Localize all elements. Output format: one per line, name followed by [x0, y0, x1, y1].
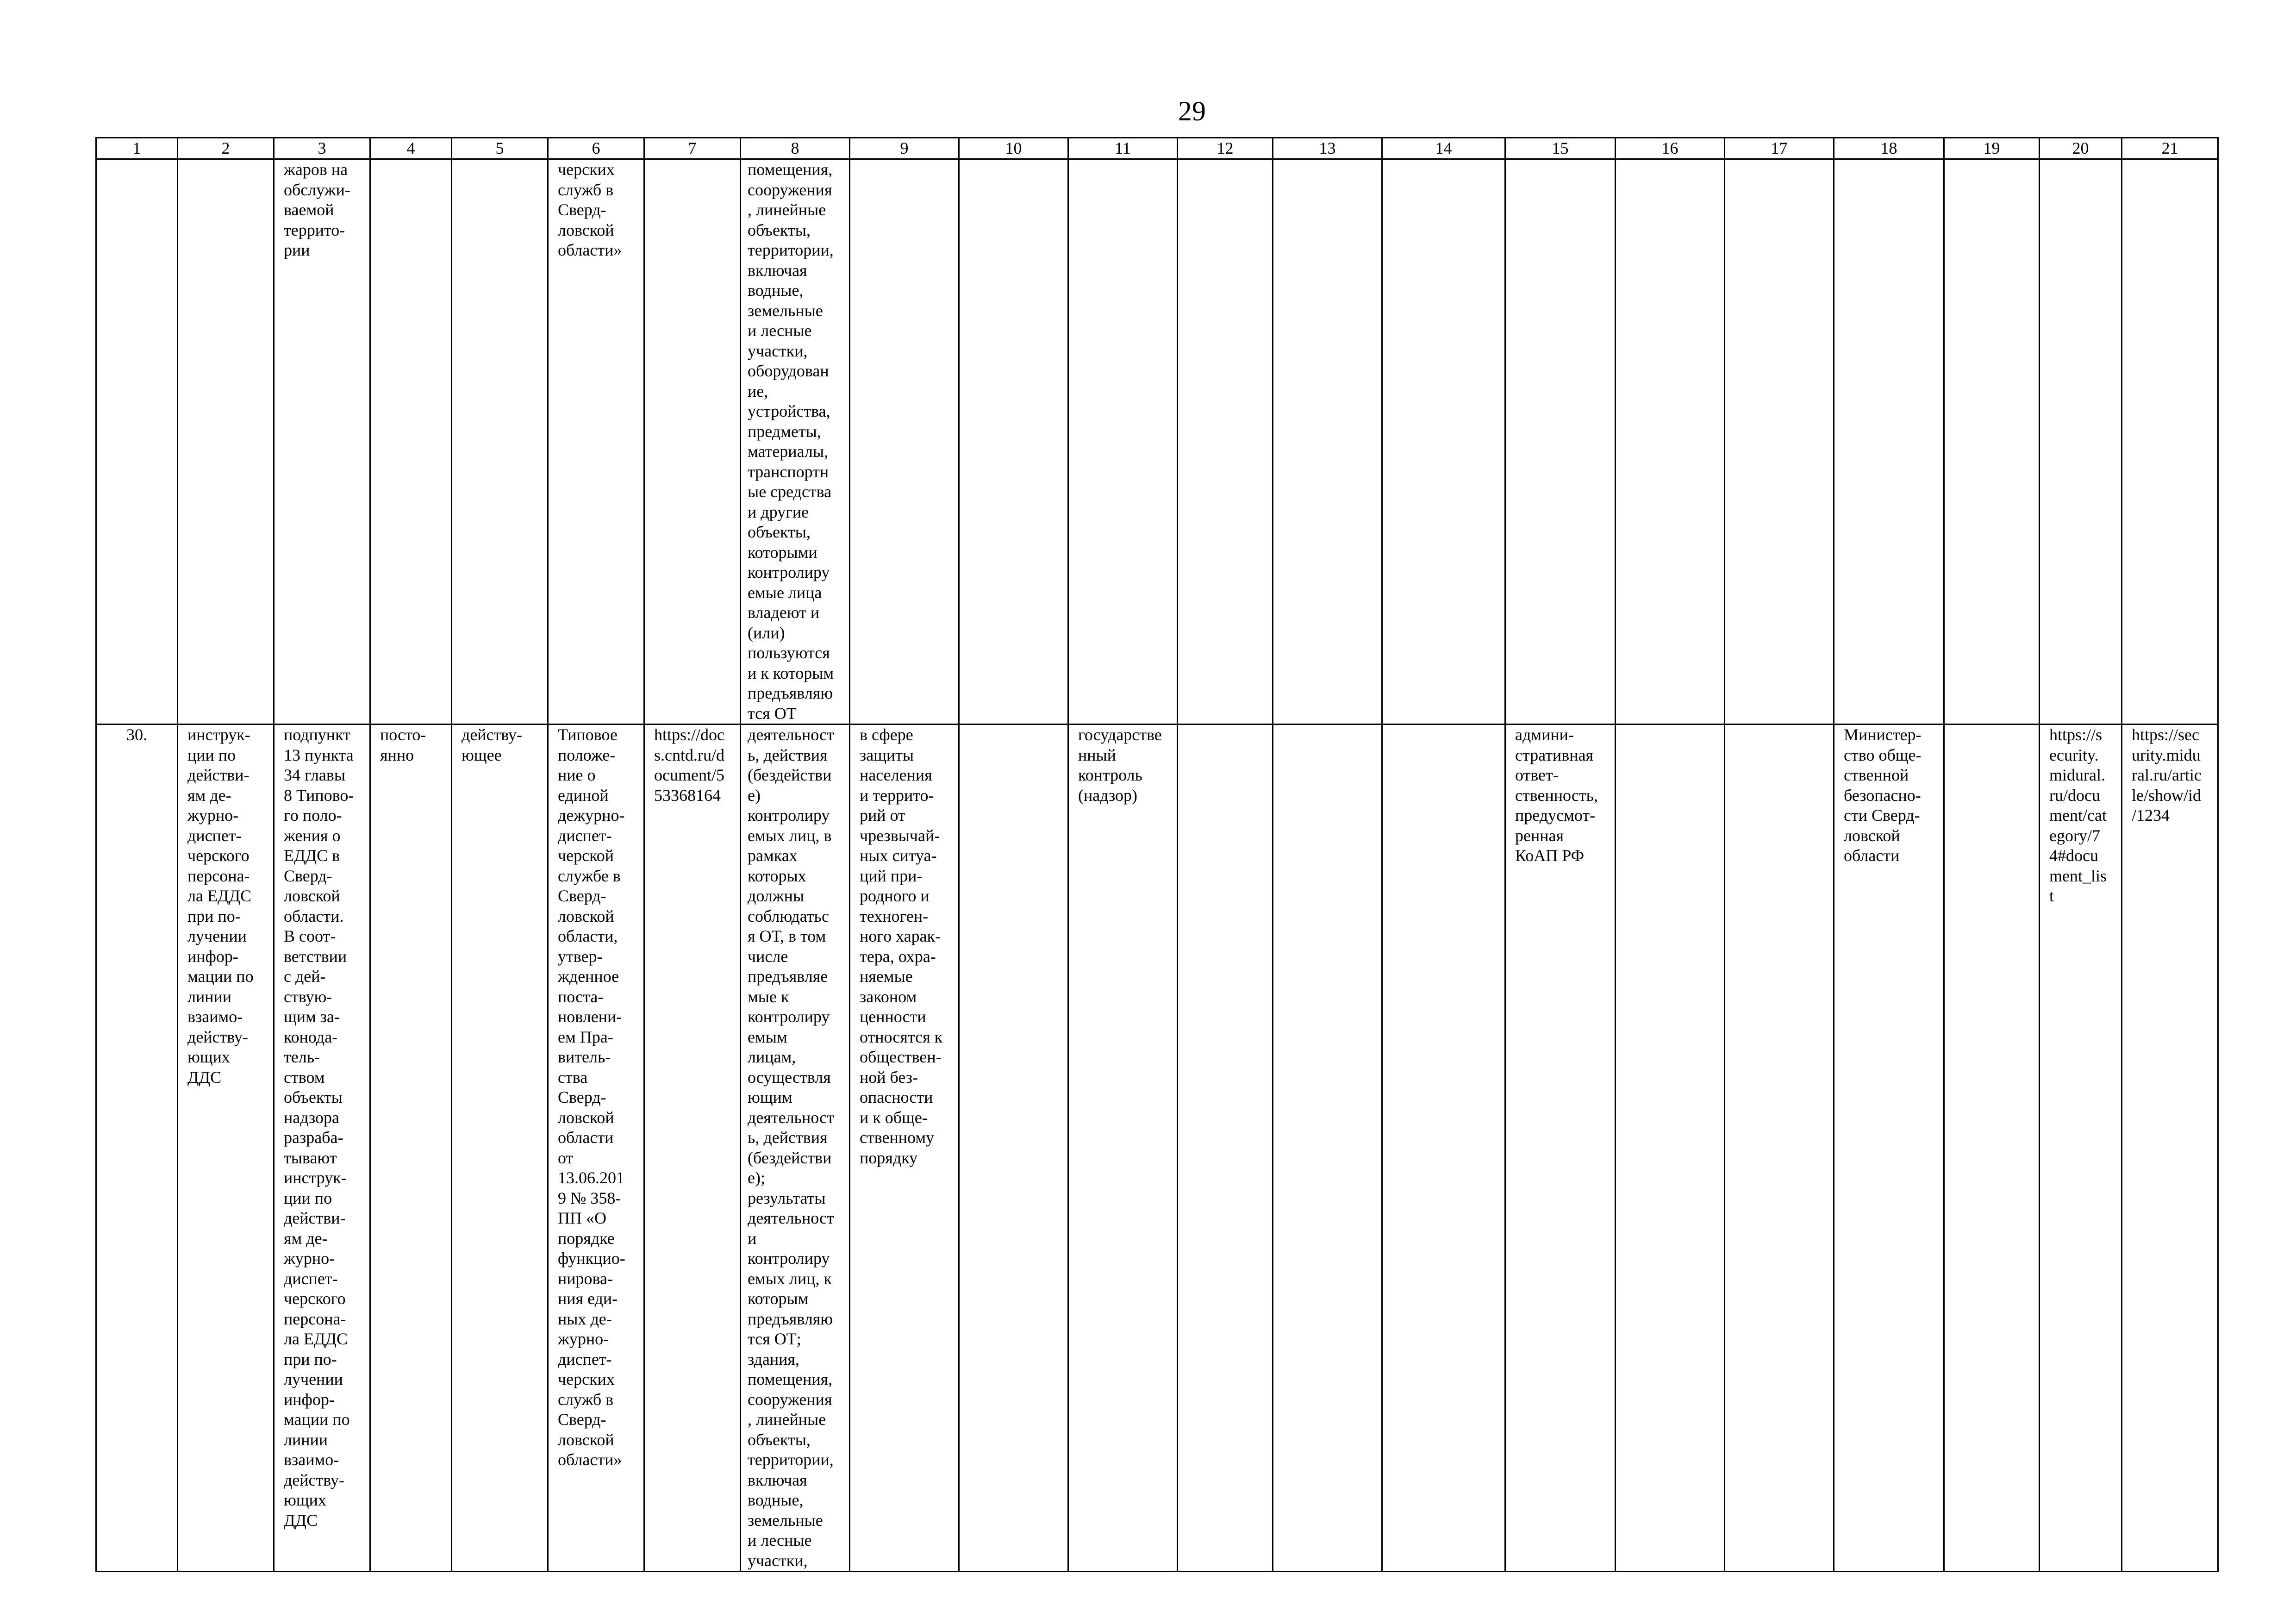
table-cell: подпункт 13 пункта 34 главы 8 Типово- го поло- жения о ЕДДС в Сверд- ловской области. В соот- ветствии с дей- ствую- щим за- конода- тель- ством объекты надзора разраба- тывают инструк- ции по действи- ям де- журно- диспет- черского персона- ла ЕДДС при по- лучении инфор- мации по линии взаимо- действу- ющих ДДС [274, 725, 370, 1572]
column-header-14: 14 [1382, 138, 1505, 159]
column-header-21: 21 [2122, 138, 2218, 159]
column-header-19: 19 [1944, 138, 2040, 159]
column-header-17: 17 [1725, 138, 1834, 159]
link-cell[interactable]: https://sec urity.midu ral.ru/artic le/show/id /1234 [2122, 725, 2218, 1572]
column-header-5: 5 [452, 138, 548, 159]
table-cell: посто- янно [370, 725, 452, 1572]
column-header-18: 18 [1834, 138, 1944, 159]
column-header-1: 1 [96, 138, 178, 159]
table-cell [1178, 159, 1273, 725]
column-header-9: 9 [850, 138, 959, 159]
table-cell [644, 159, 741, 725]
table-cell [2122, 159, 2218, 725]
table-cell [1505, 159, 1616, 725]
table-cell [959, 159, 1068, 725]
table-cell: черских служб в Сверд- ловской области» [548, 159, 644, 725]
table-cell [1944, 159, 2040, 725]
table-cell: https://doc s.cntd.ru/d ocument/5 53368164 [644, 725, 741, 1572]
column-header-2: 2 [178, 138, 274, 159]
table-cell: действу- ющее [452, 725, 548, 1572]
table-cell [1725, 159, 1834, 725]
table-cell [96, 159, 178, 725]
table-cell [1616, 159, 1725, 725]
column-header-3: 3 [274, 138, 370, 159]
table-cell [370, 159, 452, 725]
link-cell[interactable]: https://s ecurity. midural. ru/docu ment/cat egory/7 4#docu ment_lis t [2040, 725, 2122, 1572]
row-number-cell: 30. [96, 725, 178, 1572]
table-cell: Министер- ство обще- ственной безопасно- сти Сверд- ловской области [1834, 725, 1944, 1572]
column-header-7: 7 [644, 138, 741, 159]
table-cell: админи- стративная ответ- ственность, предусмот- ренная КоАП РФ [1505, 725, 1616, 1572]
table-cell [1834, 159, 1944, 725]
table-cell [1068, 159, 1178, 725]
table-cell [850, 159, 959, 725]
table-cell: помещения, сооружения , линейные объекты, территории, включая водные, земельные и лесные участки, оборудован ие, устройства, предметы, материалы, транспортн ые средства и другие объекты, которыми контролиру емые лица владеют и (или) пользуются и к которым предъявляю тся ОТ [741, 159, 850, 725]
table-cell: жаров на обслужи- ваемой террито- рии [274, 159, 370, 725]
table-cell [1382, 725, 1505, 1572]
page-number: 29 [1178, 96, 1206, 126]
table-cell [1616, 725, 1725, 1572]
column-header-4: 4 [370, 138, 452, 159]
table-cell [452, 159, 548, 725]
table-cell [1944, 725, 2040, 1572]
column-header-6: 6 [548, 138, 644, 159]
column-header-12: 12 [1178, 138, 1273, 159]
table-cell [1273, 725, 1382, 1572]
column-header-10: 10 [959, 138, 1068, 159]
table-row [96, 159, 2218, 725]
table-cell: государстве нный контроль (надзор) [1068, 725, 1178, 1572]
table-cell: инструк- ции по действи- ям де- журно- диспет- черского персона- ла ЕДДС при по- лучении инфор- мации по линии взаимо- действу- ющих ДДС [178, 725, 274, 1572]
table-cell [1178, 725, 1273, 1572]
table-cell [1382, 159, 1505, 725]
column-header-13: 13 [1273, 138, 1382, 159]
column-header-8: 8 [741, 138, 850, 159]
table-cell [959, 725, 1068, 1572]
table-row [96, 725, 2218, 1572]
table-cell: Типовое положе- ние о единой дежурно- диспет- черской службе в Сверд- ловской области, утвер- жденное поста- новлени- ем Пра- витель- ства Сверд- ловской области от 13.06.201 9 № 358- ПП «О порядке функцио- нирова- ния еди- ных де- журно- диспет- черских служб в Сверд- ловской области» [548, 725, 644, 1572]
table-cell: в сфере защиты населения и террито- рий от чрезвычай- ных ситуа- ций при- родного и техноген- ного харак- тера, охра- няемые законом ценности относятся к обществен- ной без- опасности и к обще- ственному порядку [850, 725, 959, 1572]
table-cell: деятельност ь, действия (бездействи е) контролиру емых лиц, в рамках которых должны соблюдатьс я ОТ, в том числе предъявляе мые к контролиру емым лицам, осуществля ющим деятельност ь, действия (бездействи е); результаты деятельност и контролиру емых лиц, к которым предъявляю тся ОТ; здания, помещения, сооружения , линейные объекты, территории, включая водные, земельные и лесные участки, [741, 725, 850, 1572]
table-cell [2040, 159, 2122, 725]
column-header-15: 15 [1505, 138, 1616, 159]
column-header-16: 16 [1616, 138, 1725, 159]
table-cell [1725, 725, 1834, 1572]
column-header-20: 20 [2040, 138, 2122, 159]
table-cell [1273, 159, 1382, 725]
data-table [95, 137, 2219, 1572]
table-cell [178, 159, 274, 725]
header-row [96, 138, 2218, 159]
column-header-11: 11 [1068, 138, 1178, 159]
